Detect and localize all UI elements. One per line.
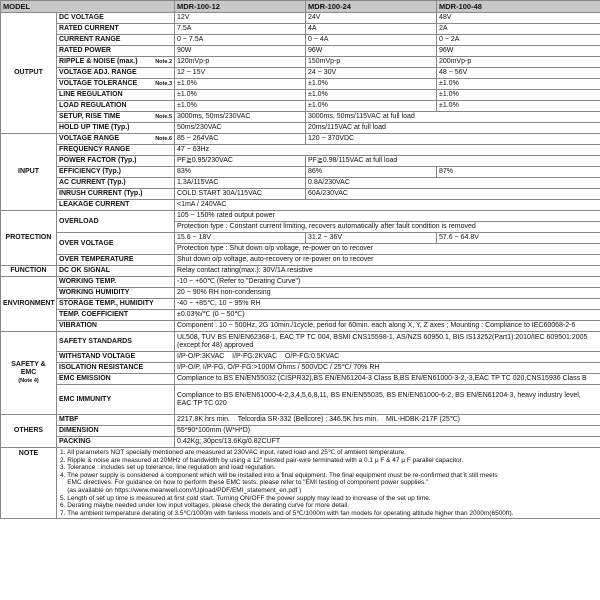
voltage-adj-48: 48 ~ 56V <box>437 68 600 79</box>
freq-value: 47 ~ 63Hz <box>175 145 600 156</box>
withstand-io: I/P-O/P:3KVAC <box>177 353 225 360</box>
setup-text: SETUP, RISE TIME <box>59 113 121 120</box>
withstand-value <box>175 352 600 363</box>
rated-power-24: 96W <box>306 46 437 57</box>
vrange-ac: 85 ~ 264VAC <box>175 134 306 145</box>
notes-list <box>57 448 600 519</box>
voltage-tol-24: ±1.0% <box>306 79 437 90</box>
section-safety <box>1 332 57 415</box>
line-reg-48: ±1.0% <box>437 90 600 101</box>
line-reg-12: ±1.0% <box>175 90 306 101</box>
note-line: 7. The ambient temperature derating of 3.5℃/1000m with fanless models and of 5℃/1000m with fan models for operating altitude higher than 2000m(6500ft). <box>60 509 514 517</box>
emc-immunity-value <box>175 385 600 415</box>
current-range-12: 0 ~ 7.5A <box>175 35 306 46</box>
note-line: (as available on https://www.meanwell.com//Upload/PDF/EMI_statement_en.pdf ) <box>60 486 302 494</box>
ripple-label <box>57 57 175 68</box>
model-label: MODEL <box>1 1 175 13</box>
load-reg-label: LOAD REGULATION <box>57 101 175 112</box>
rated-current-12: 7.5A <box>175 24 306 35</box>
whum-value: 20 ~ 90% RH non-condensing <box>175 288 600 299</box>
setup-label <box>57 112 175 123</box>
leak-value: <1mA / 240VAC <box>175 200 600 211</box>
rated-power-12: 90W <box>175 46 306 57</box>
model-24: MDR-100-24 <box>306 1 437 13</box>
ovp-24: 31.2 ~ 36V <box>306 233 437 244</box>
setup-230: 3000ms, 50ms/230VAC <box>175 112 306 123</box>
voltage-tol-12: ±1.0% <box>175 79 306 90</box>
eff-12: 83% <box>175 167 306 178</box>
rated-current-24: 4A <box>306 24 437 35</box>
rated-power-48: 96W <box>437 46 600 57</box>
ripple-12: 120mVp-p <box>175 57 306 68</box>
mtbf-label: MTBF <box>57 415 175 426</box>
current-range-24: 0 ~ 4A <box>306 35 437 46</box>
inrush-115: COLD START 30A/115VAC <box>175 189 306 200</box>
voltage-tol-text: VOLTAGE TOLERANCE <box>59 80 138 87</box>
overload-type: Protection type : Constant current limiting, recovers automatically after fault condition is removed <box>175 222 600 233</box>
voltage-tol-48: ±1.0% <box>437 79 600 90</box>
tcoef-value: ±0.03%/℃ (0 ~ 50℃) <box>175 310 600 321</box>
ripple-label-text: RIPPLE & NOISE (max.) <box>59 58 138 65</box>
model-12: MDR-100-12 <box>175 1 306 13</box>
freq-label: FREQUENCY RANGE <box>57 145 175 156</box>
stor-label: STORAGE TEMP., HUMIDITY <box>57 299 175 310</box>
note-line: 2. Ripple & noise are measured at 20MHz of bandwidth by using a 12" twisted pair-wire terminated with a 0.1 μ F & 47 μ F parallel capacitor. <box>60 456 464 464</box>
safety-title: SAFETY & EMC <box>11 361 46 376</box>
overtemp-value: Shut down o/p voltage, auto-recovery or re-power on to recover <box>175 255 600 266</box>
current-range-48: 0 ~ 2A <box>437 35 600 46</box>
overtemp-label: OVER TEMPERATURE <box>57 255 175 266</box>
vrange-note-ref: Note.6 <box>155 136 172 142</box>
inrush-label: INRUSH CURRENT (Typ.) <box>57 189 175 200</box>
section-note: NOTE <box>1 448 57 519</box>
voltage-adj-label: VOLTAGE ADJ. RANGE <box>57 68 175 79</box>
mtbf-c: MIL-HDBK-217F (25℃) <box>385 416 460 423</box>
setup-note-ref: Note.5 <box>155 114 172 120</box>
note-line: 5. Length of set up time is measured at first cold start. Turning ON/OFF the power supply may lead to increase of the set up time. <box>60 494 431 502</box>
overvoltage-label: OVER VOLTAGE <box>57 233 175 255</box>
hold-label: HOLD UP TIME (Typ.) <box>57 123 175 134</box>
note-line: 4. The power supply is considered a component which will be installed into a final equipment. The final equipment must be re-confirmed that it still meets <box>60 471 498 479</box>
load-reg-48: ±1.0% <box>437 101 600 112</box>
note-line: 6. Derating maybe needed under low input voltages, please check the derating curve for more detail. <box>60 502 350 510</box>
dim-label: DIMENSION <box>57 426 175 437</box>
emc-immunity-label: EMC IMMUNITY <box>57 385 175 415</box>
safety-std-line2: (except for 48) approved <box>177 341 254 349</box>
dc-voltage-12: 12V <box>175 13 306 24</box>
dc-voltage-24: 24V <box>306 13 437 24</box>
load-reg-24: ±1.0% <box>306 101 437 112</box>
safety-std-label: SAFETY STANDARDS <box>57 332 175 352</box>
wtemp-value: -10 ~ +60℃ (Refer to "Derating Curve") <box>175 277 600 288</box>
line-reg-24: ±1.0% <box>306 90 437 101</box>
wtemp-label: WORKING TEMP. <box>57 277 175 288</box>
inrush-230: 60A/230VAC <box>306 189 600 200</box>
section-protection: PROTECTION <box>1 211 57 266</box>
hold-115: 20ms/115VAC at full load <box>306 123 600 134</box>
pf-115: PF≧0.98/115VAC at full load <box>306 156 600 167</box>
iso-label: ISOLATION RESISTANCE <box>57 363 175 374</box>
dc-voltage-48: 48V <box>437 13 600 24</box>
vrange-label <box>57 134 175 145</box>
ripple-48: 200mVp-p <box>437 57 600 68</box>
note-line: 1. All parameters NOT specially mentioned are measured at 230VAC input, rated load and 25℃ of ambient temperature. <box>60 449 406 456</box>
rated-current-label: RATED CURRENT <box>57 24 175 35</box>
mtbf-a: 2217.8K hrs min. <box>177 416 230 423</box>
tcoef-label: TEMP. COEFFICIENT <box>57 310 175 321</box>
safety-note-ref: (Note 4) <box>18 378 39 384</box>
safety-std-line1: UL508, TUV BS EN/EN62368-1, EAC TP TC 004, BSMI CNS15598-1, AS/NZS 60950.1, BIS IS13252(Part1):2010/IEC 609501:2005 <box>177 333 588 341</box>
rated-current-48: 2A <box>437 24 600 35</box>
ac-label: AC CURRENT (Typ.) <box>57 178 175 189</box>
ovp-48: 57.6 ~ 64.8V <box>437 233 600 244</box>
mtbf-b: Telcordia SR-332 (Bellcore) ; 346.5K hrs min. <box>237 416 379 423</box>
ovp-type: Protection type : Shut down o/p voltage, re-power on to recover <box>175 244 600 255</box>
current-range-label: CURRENT RANGE <box>57 35 175 46</box>
rated-power-label: RATED POWER <box>57 46 175 57</box>
iso-value: I/P-O/P, I/P-FG, O/P-FG:>100M Ohms / 500VDC / 25℃/ 70% RH <box>175 363 600 374</box>
dim-value: 55*90*100mm (W*H*D) <box>175 426 600 437</box>
leak-label: LEAKAGE CURRENT <box>57 200 175 211</box>
ac-115: 1.3A/115VAC <box>175 178 306 189</box>
ripple-note-ref: Note.2 <box>155 59 172 65</box>
stor-value: -40 ~ +85℃, 10 ~ 95% RH <box>175 299 600 310</box>
overload-label: OVERLOAD <box>57 211 175 233</box>
eff-label: EFFICIENCY (Typ.) <box>57 167 175 178</box>
note-line: EMC directives. For guidance on how to perform these EMC tests, please refer to "EMI testing of component power supplies." <box>60 479 429 487</box>
dcok-label: DC OK SIGNAL <box>57 266 175 277</box>
setup-115: 3000ms, 50ms/115VAC at full load <box>306 112 600 123</box>
load-reg-12: ±1.0% <box>175 101 306 112</box>
emc-immunity-line2: EAC TP TC 020 <box>177 399 227 407</box>
dcok-value: Relay contact rating(max.): 30V/1A resistive <box>175 266 600 277</box>
voltage-tol-label <box>57 79 175 90</box>
ovp-12: 15.6 ~ 18V <box>175 233 306 244</box>
withstand-label: WITHSTAND VOLTAGE <box>57 352 175 363</box>
voltage-adj-24: 24 ~ 30V <box>306 68 437 79</box>
vrange-text: VOLTAGE RANGE <box>59 135 120 142</box>
vrange-dc: 120 ~ 370VDC <box>306 134 600 145</box>
overload-range: 105 ~ 150% rated output power <box>175 211 600 222</box>
voltage-adj-12: 12 ~ 15V <box>175 68 306 79</box>
emc-emission-label: EMC EMISSION <box>57 374 175 385</box>
pf-230: PF≧0.95/230VAC <box>175 156 306 167</box>
ac-230: 0.8A/230VAC <box>306 178 600 189</box>
section-function: FUNCTION <box>1 266 57 277</box>
section-input: INPUT <box>1 134 57 211</box>
section-environment: ENVIRONMENT <box>1 277 57 332</box>
section-others: OTHERS <box>1 415 57 448</box>
withstand-ofg: O/P-FG:0.5KVAC <box>284 353 340 360</box>
vib-value: Component : 10 ~ 500Hz, 2G 10min./1cycle, period for 60min. each along X, Y, Z axes ; Mounting : Compliance to IEC60068-2-6 <box>175 321 600 332</box>
whum-label: WORKING HUMIDITY <box>57 288 175 299</box>
safety-std-value <box>175 332 600 352</box>
withstand-ifg: I/P-FG:2KVAC <box>232 353 278 360</box>
ripple-24: 150mVp-p <box>306 57 437 68</box>
note-line: 3. Tolerance : includes set up tolerance, line regulation and load regulation. <box>60 464 276 472</box>
pack-value: 0.42Kg; 30pcs/13.6Kg/0.82CUFT <box>175 437 600 448</box>
emc-immunity-line1: Compliance to BS EN/EN61000-4-2,3,4,5,6,8,11, BS EN/EN55035, BS EN/EN61000-6-2, BS EN/EN61204-3, heavy industry level, <box>177 391 581 399</box>
dc-voltage-label: DC VOLTAGE <box>57 13 175 24</box>
section-output: OUTPUT <box>1 13 57 134</box>
eff-24: 86% <box>306 167 437 178</box>
line-reg-label: LINE REGULATION <box>57 90 175 101</box>
model-48: MDR-100-48 <box>437 1 600 13</box>
voltage-tol-note-ref: Note.3 <box>155 81 172 87</box>
hold-230: 50ms/230VAC <box>175 123 306 134</box>
eff-48: 87% <box>437 167 600 178</box>
vib-label: VIBRATION <box>57 321 175 332</box>
pf-label: POWER FACTOR (Typ.) <box>57 156 175 167</box>
emc-emission-value: Compliance to BS EN/EN55032 (CISPR32),BS EN/EN61204-3 Class B,BS EN/EN61000-3-2,-3,EAC TP TC 020,CNS15936 Class B <box>175 374 600 385</box>
mtbf-value <box>175 415 600 426</box>
pack-label: PACKING <box>57 437 175 448</box>
